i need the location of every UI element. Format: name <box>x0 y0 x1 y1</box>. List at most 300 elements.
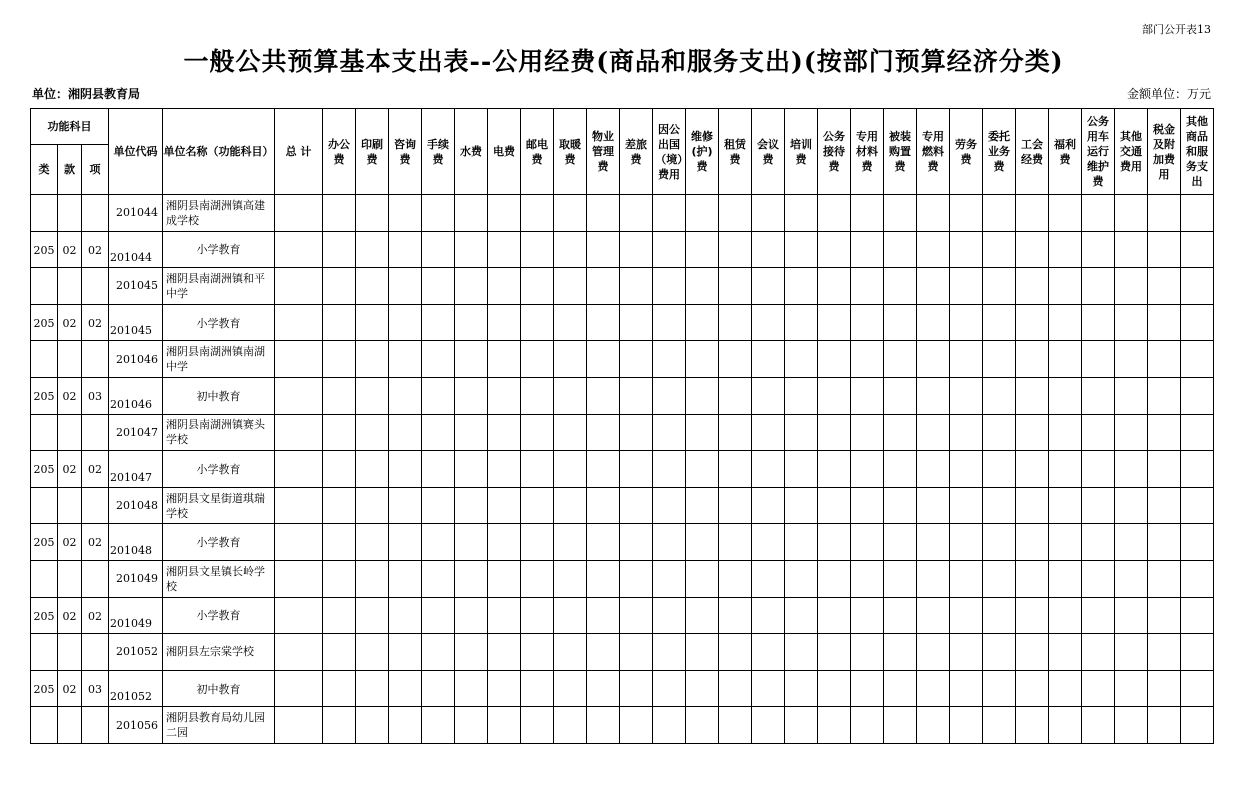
cell-expense <box>950 304 983 341</box>
cell-unit-code: 201049 <box>109 597 163 634</box>
header-expense-col: 公务接待费 <box>818 109 851 195</box>
cell-expense <box>323 670 356 707</box>
cell-expense <box>1115 451 1148 488</box>
cell-expense <box>785 560 818 597</box>
cell-lei <box>31 707 58 744</box>
header-expense-col: 被装购置费 <box>884 109 917 195</box>
cell-expense <box>422 451 455 488</box>
cell-total <box>275 195 323 232</box>
cell-expense <box>554 231 587 268</box>
header-total: 总 计 <box>275 109 323 195</box>
cell-expense <box>356 195 389 232</box>
cell-expense <box>356 414 389 451</box>
cell-expense <box>950 377 983 414</box>
cell-expense <box>719 634 752 671</box>
cell-expense <box>1049 524 1082 561</box>
cell-expense <box>587 341 620 378</box>
cell-expense <box>1049 487 1082 524</box>
cell-unit-code: 201047 <box>109 451 163 488</box>
function-row <box>31 670 1214 707</box>
cell-expense <box>686 195 719 232</box>
cell-expense <box>554 304 587 341</box>
cell-total <box>275 560 323 597</box>
cell-expense <box>488 524 521 561</box>
cell-expense <box>323 524 356 561</box>
cell-expense <box>1016 560 1049 597</box>
cell-expense <box>917 560 950 597</box>
cell-expense <box>488 377 521 414</box>
cell-total <box>275 634 323 671</box>
cell-expense <box>455 597 488 634</box>
cell-unit-name: 湘阴县南湖洲镇南湖中学 <box>163 341 275 378</box>
cell-expense <box>323 597 356 634</box>
cell-expense <box>1016 597 1049 634</box>
cell-lei: 205 <box>31 451 58 488</box>
cell-expense <box>620 195 653 232</box>
cell-expense <box>620 597 653 634</box>
cell-expense <box>1148 560 1181 597</box>
page-title: 一般公共预算基本支出表--公用经费(商品和服务支出)(按部门预算经济分类) <box>183 47 1064 76</box>
cell-expense <box>1082 487 1115 524</box>
cell-expense <box>323 414 356 451</box>
cell-expense <box>884 231 917 268</box>
cell-expense <box>884 707 917 744</box>
cell-xiang <box>82 268 109 305</box>
cell-expense <box>752 597 785 634</box>
cell-expense <box>1082 634 1115 671</box>
cell-expense <box>554 451 587 488</box>
cell-expense <box>1148 487 1181 524</box>
cell-expense <box>653 487 686 524</box>
form-number: 部门公开表13 <box>1142 23 1211 36</box>
cell-expense <box>752 670 785 707</box>
cell-expense <box>983 597 1016 634</box>
budget-table <box>30 108 1214 744</box>
cell-expense <box>1181 560 1214 597</box>
cell-expense <box>488 451 521 488</box>
cell-expense <box>917 524 950 561</box>
cell-expense <box>554 597 587 634</box>
cell-unit-code: 201049 <box>109 560 163 597</box>
cell-expense <box>323 634 356 671</box>
cell-expense <box>1016 524 1049 561</box>
cell-expense <box>521 451 554 488</box>
cell-unit-code: 201047 <box>109 414 163 451</box>
cell-expense <box>1181 634 1214 671</box>
cell-expense <box>686 341 719 378</box>
cell-expense <box>686 487 719 524</box>
cell-unit-code: 201046 <box>109 341 163 378</box>
cell-expense <box>884 377 917 414</box>
cell-expense <box>653 597 686 634</box>
header-expense-col: 福利费 <box>1049 109 1082 195</box>
cell-lei <box>31 268 58 305</box>
cell-expense <box>818 670 851 707</box>
cell-xiang: 02 <box>82 231 109 268</box>
cell-expense <box>1148 304 1181 341</box>
cell-kuan <box>58 634 82 671</box>
cell-kuan: 02 <box>58 597 82 634</box>
cell-expense <box>1115 707 1148 744</box>
cell-expense <box>653 451 686 488</box>
cell-expense <box>422 414 455 451</box>
cell-expense <box>1082 707 1115 744</box>
cell-expense <box>719 231 752 268</box>
cell-expense <box>554 414 587 451</box>
cell-unit-name: 初中教育 <box>163 670 275 707</box>
cell-expense <box>785 304 818 341</box>
cell-expense <box>587 414 620 451</box>
cell-expense <box>620 707 653 744</box>
cell-xiang: 02 <box>82 451 109 488</box>
cell-expense <box>851 451 884 488</box>
cell-expense <box>620 634 653 671</box>
cell-expense <box>1181 451 1214 488</box>
header-lei: 类 <box>31 145 58 195</box>
cell-expense <box>455 377 488 414</box>
cell-expense <box>1016 451 1049 488</box>
cell-expense <box>455 231 488 268</box>
cell-expense <box>1049 341 1082 378</box>
cell-expense <box>785 341 818 378</box>
cell-expense <box>719 341 752 378</box>
cell-expense <box>686 304 719 341</box>
cell-expense <box>356 304 389 341</box>
cell-expense <box>488 707 521 744</box>
header-expense-col: 公务用车运行维护费 <box>1082 109 1115 195</box>
function-row <box>31 597 1214 634</box>
header-expense-col: 会议费 <box>752 109 785 195</box>
cell-expense <box>719 304 752 341</box>
cell-unit-name: 湘阴县南湖洲镇赛头学校 <box>163 414 275 451</box>
cell-xiang: 02 <box>82 597 109 634</box>
cell-expense <box>818 487 851 524</box>
cell-xiang <box>82 414 109 451</box>
cell-expense <box>983 560 1016 597</box>
cell-kuan <box>58 195 82 232</box>
cell-expense <box>620 341 653 378</box>
header-expense-col: 专用燃料费 <box>917 109 950 195</box>
cell-expense <box>1082 231 1115 268</box>
cell-expense <box>422 377 455 414</box>
cell-expense <box>785 414 818 451</box>
cell-expense <box>818 560 851 597</box>
cell-expense <box>653 231 686 268</box>
cell-expense <box>455 560 488 597</box>
cell-expense <box>752 231 785 268</box>
cell-expense <box>917 634 950 671</box>
cell-expense <box>818 634 851 671</box>
cell-expense <box>521 487 554 524</box>
cell-expense <box>488 597 521 634</box>
cell-expense <box>1148 707 1181 744</box>
cell-expense <box>1016 670 1049 707</box>
cell-expense <box>950 634 983 671</box>
cell-expense <box>983 524 1016 561</box>
cell-expense <box>950 707 983 744</box>
cell-expense <box>1082 377 1115 414</box>
cell-expense <box>587 634 620 671</box>
cell-xiang: 03 <box>82 670 109 707</box>
cell-expense <box>323 268 356 305</box>
cell-expense <box>1115 195 1148 232</box>
cell-expense <box>950 195 983 232</box>
cell-unit-name: 小学教育 <box>163 231 275 268</box>
cell-expense <box>884 451 917 488</box>
cell-unit-code: 201048 <box>109 487 163 524</box>
cell-expense <box>554 634 587 671</box>
cell-expense <box>983 377 1016 414</box>
cell-xiang: 02 <box>82 304 109 341</box>
cell-xiang: 03 <box>82 377 109 414</box>
cell-expense <box>653 195 686 232</box>
cell-expense <box>422 341 455 378</box>
cell-expense <box>785 231 818 268</box>
cell-expense <box>686 414 719 451</box>
cell-expense <box>917 195 950 232</box>
header-expense-col: 差旅费 <box>620 109 653 195</box>
unit-row <box>31 414 1214 451</box>
cell-expense <box>356 524 389 561</box>
cell-expense <box>851 524 884 561</box>
cell-expense <box>389 560 422 597</box>
cell-expense <box>719 597 752 634</box>
cell-expense <box>785 524 818 561</box>
header-expense-col: 其他交通费用 <box>1115 109 1148 195</box>
cell-expense <box>1148 268 1181 305</box>
cell-expense <box>1049 560 1082 597</box>
cell-expense <box>983 634 1016 671</box>
cell-lei <box>31 487 58 524</box>
cell-unit-code: 201052 <box>109 634 163 671</box>
cell-expense <box>620 414 653 451</box>
cell-expense <box>950 560 983 597</box>
cell-expense <box>356 268 389 305</box>
cell-total <box>275 524 323 561</box>
header-expense-col: 电费 <box>488 109 521 195</box>
cell-expense <box>1115 268 1148 305</box>
cell-total <box>275 341 323 378</box>
cell-expense <box>686 524 719 561</box>
cell-expense <box>785 451 818 488</box>
header-expense-col: 物业管理费 <box>587 109 620 195</box>
cell-expense <box>851 414 884 451</box>
cell-expense <box>554 487 587 524</box>
cell-expense <box>752 377 785 414</box>
cell-expense <box>587 597 620 634</box>
cell-expense <box>851 268 884 305</box>
cell-expense <box>686 451 719 488</box>
cell-unit-name: 湘阴县教育局幼儿园二园 <box>163 707 275 744</box>
cell-expense <box>1016 341 1049 378</box>
cell-expense <box>983 341 1016 378</box>
header-row-1 <box>31 109 1214 145</box>
unit-row <box>31 487 1214 524</box>
cell-expense <box>983 451 1016 488</box>
cell-expense <box>917 451 950 488</box>
function-row <box>31 524 1214 561</box>
cell-expense <box>1115 670 1148 707</box>
header-expense-col: 专用材料费 <box>851 109 884 195</box>
cell-expense <box>719 451 752 488</box>
cell-unit-name: 小学教育 <box>163 451 275 488</box>
cell-expense <box>323 487 356 524</box>
cell-expense <box>422 231 455 268</box>
cell-expense <box>422 524 455 561</box>
cell-expense <box>851 670 884 707</box>
cell-unit-name: 小学教育 <box>163 597 275 634</box>
cell-expense <box>1016 377 1049 414</box>
cell-expense <box>1049 231 1082 268</box>
cell-expense <box>818 597 851 634</box>
unit-row <box>31 195 1214 232</box>
cell-expense <box>686 597 719 634</box>
header-expense-col: 培训费 <box>785 109 818 195</box>
department-unit-label: 单位：湘阴县教育局 <box>32 87 141 101</box>
cell-expense <box>950 524 983 561</box>
cell-kuan: 02 <box>58 670 82 707</box>
cell-expense <box>1181 597 1214 634</box>
cell-kuan <box>58 414 82 451</box>
cell-expense <box>1049 451 1082 488</box>
function-row <box>31 304 1214 341</box>
cell-expense <box>455 634 488 671</box>
cell-expense <box>752 268 785 305</box>
cell-expense <box>719 377 752 414</box>
cell-expense <box>455 195 488 232</box>
cell-expense <box>950 231 983 268</box>
cell-expense <box>653 707 686 744</box>
cell-unit-name: 湘阴县文星镇长岭学校 <box>163 560 275 597</box>
cell-expense <box>587 195 620 232</box>
cell-expense <box>1082 414 1115 451</box>
cell-kuan: 02 <box>58 451 82 488</box>
cell-expense <box>1181 195 1214 232</box>
cell-expense <box>686 670 719 707</box>
cell-expense <box>521 634 554 671</box>
cell-expense <box>686 634 719 671</box>
cell-expense <box>785 634 818 671</box>
cell-expense <box>686 377 719 414</box>
cell-expense <box>422 304 455 341</box>
cell-expense <box>389 341 422 378</box>
cell-expense <box>884 341 917 378</box>
cell-expense <box>587 377 620 414</box>
cell-expense <box>488 670 521 707</box>
function-row <box>31 451 1214 488</box>
header-expense-col: 劳务费 <box>950 109 983 195</box>
unit-row <box>31 268 1214 305</box>
cell-expense <box>851 304 884 341</box>
cell-expense <box>620 487 653 524</box>
cell-xiang <box>82 195 109 232</box>
cell-total <box>275 377 323 414</box>
cell-expense <box>983 304 1016 341</box>
cell-expense <box>785 487 818 524</box>
cell-unit-name: 湘阴县左宗棠学校 <box>163 634 275 671</box>
cell-expense <box>1049 304 1082 341</box>
cell-lei <box>31 560 58 597</box>
cell-expense <box>521 268 554 305</box>
cell-expense <box>455 451 488 488</box>
cell-expense <box>554 377 587 414</box>
cell-expense <box>389 231 422 268</box>
cell-xiang <box>82 634 109 671</box>
header-expense-col: 委托业务费 <box>983 109 1016 195</box>
header-expense-col: 因公出国（境）费用 <box>653 109 686 195</box>
cell-total <box>275 670 323 707</box>
cell-expense <box>455 670 488 707</box>
cell-expense <box>488 634 521 671</box>
cell-expense <box>1115 341 1148 378</box>
cell-expense <box>455 268 488 305</box>
unit-row <box>31 341 1214 378</box>
cell-expense <box>785 670 818 707</box>
cell-expense <box>917 377 950 414</box>
cell-expense <box>554 560 587 597</box>
cell-kuan <box>58 707 82 744</box>
cell-expense <box>356 597 389 634</box>
cell-expense <box>950 414 983 451</box>
cell-expense <box>389 451 422 488</box>
cell-expense <box>455 341 488 378</box>
cell-expense <box>1115 560 1148 597</box>
cell-expense <box>653 670 686 707</box>
cell-lei: 205 <box>31 231 58 268</box>
cell-expense <box>818 231 851 268</box>
cell-expense <box>884 560 917 597</box>
cell-expense <box>620 304 653 341</box>
cell-expense <box>719 195 752 232</box>
cell-expense <box>818 341 851 378</box>
cell-total <box>275 707 323 744</box>
cell-expense <box>818 304 851 341</box>
cell-total <box>275 231 323 268</box>
cell-total <box>275 597 323 634</box>
cell-expense <box>653 524 686 561</box>
cell-expense <box>950 451 983 488</box>
cell-expense <box>422 707 455 744</box>
cell-expense <box>554 670 587 707</box>
cell-expense <box>1016 487 1049 524</box>
cell-expense <box>1049 597 1082 634</box>
cell-expense <box>917 268 950 305</box>
cell-expense <box>1049 670 1082 707</box>
cell-expense <box>356 341 389 378</box>
cell-expense <box>686 231 719 268</box>
header-expense-col: 印刷费 <box>356 109 389 195</box>
cell-unit-code: 201045 <box>109 304 163 341</box>
cell-xiang <box>82 560 109 597</box>
cell-expense <box>884 597 917 634</box>
cell-expense <box>818 377 851 414</box>
cell-expense <box>785 195 818 232</box>
cell-kuan: 02 <box>58 231 82 268</box>
cell-expense <box>488 487 521 524</box>
cell-lei <box>31 195 58 232</box>
cell-expense <box>884 487 917 524</box>
cell-unit-name: 湘阴县南湖洲镇和平中学 <box>163 268 275 305</box>
cell-expense <box>1115 634 1148 671</box>
cell-expense <box>1082 597 1115 634</box>
cell-expense <box>455 304 488 341</box>
cell-expense <box>752 560 785 597</box>
header-expense-col: 工会经费 <box>1016 109 1049 195</box>
cell-expense <box>488 231 521 268</box>
cell-expense <box>356 707 389 744</box>
cell-lei: 205 <box>31 597 58 634</box>
cell-expense <box>851 341 884 378</box>
